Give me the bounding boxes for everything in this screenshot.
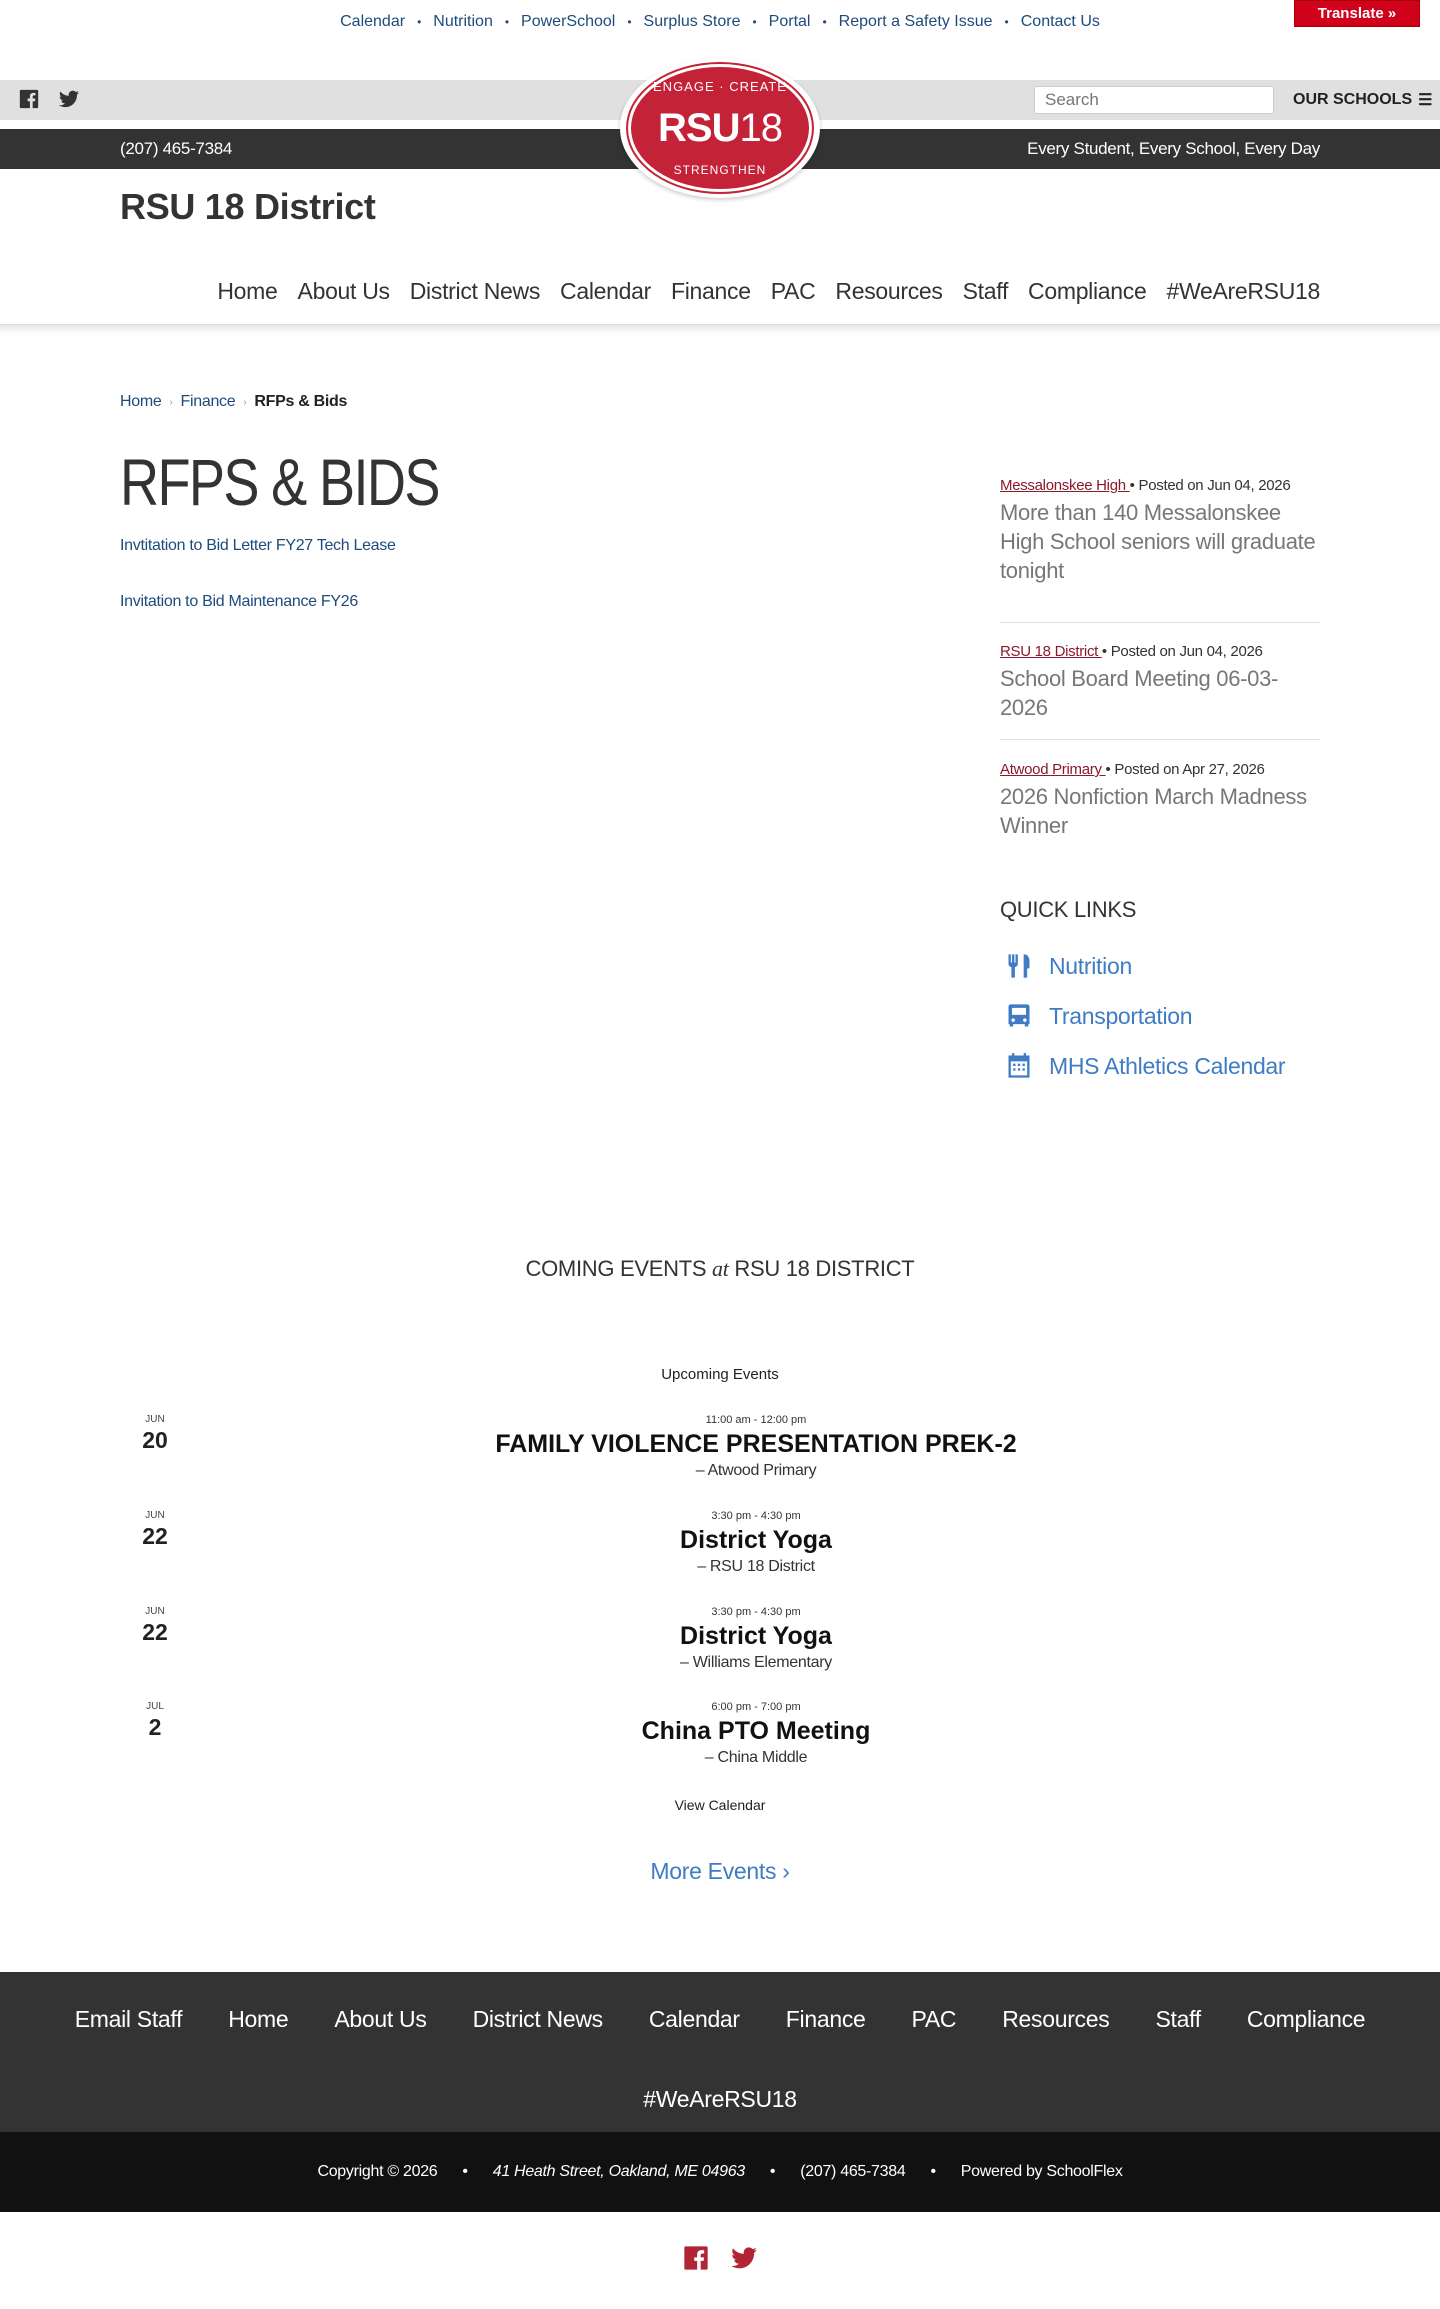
nav-calendar[interactable]: Calendar <box>560 278 651 304</box>
event-month: JUN <box>145 1414 165 1425</box>
tagline: Every Student, Every School, Every Day <box>1027 139 1320 158</box>
nav-district-news[interactable]: District News <box>409 278 541 304</box>
nav-home[interactable]: Home <box>217 278 278 304</box>
footer-nav-district-news[interactable]: District News <box>472 2006 603 2032</box>
footer-powered-by[interactable]: Powered by SchoolFlex <box>960 2163 1123 2180</box>
utility-link-surplus-store[interactable]: Surplus Store <box>643 13 741 30</box>
footer-nav-email-staff[interactable]: Email Staff <box>74 2006 183 2032</box>
utility-link-nutrition[interactable]: Nutrition <box>433 13 493 30</box>
news-posted-date: Posted on Apr 27, 2026 <box>1114 761 1265 778</box>
quick-link-label: Transportation <box>1049 1002 1193 1029</box>
utility-separator: • <box>1004 15 1009 29</box>
events-heading-at: at <box>712 1256 729 1281</box>
quick-link-label: Nutrition <box>1049 952 1132 979</box>
event-item <box>420 1510 1092 1576</box>
footer-nav-staff[interactable]: Staff <box>1155 2006 1201 2032</box>
quick-link-athletics-calendar[interactable] <box>1005 1052 1285 1080</box>
events-heading-pre: COMING EVENTS <box>525 1256 707 1281</box>
event-title[interactable]: FAMILY VIOLENCE PRESENTATION PREK-2 <box>495 1430 1017 1458</box>
event-day: 22 <box>142 1523 168 1549</box>
upcoming-events-label: Upcoming Events <box>661 1366 779 1383</box>
news-posted-date: Posted on Jun 04, 2026 <box>1138 477 1291 494</box>
utility-separator: • <box>627 15 632 29</box>
news-item <box>1000 475 1320 585</box>
utility-link-powerschool[interactable]: PowerSchool <box>521 13 616 30</box>
footer-nav-wearersu18[interactable]: #WeAreRSU18 <box>643 2086 797 2112</box>
view-calendar-label[interactable]: View Calendar <box>674 1797 766 1813</box>
footer-separator: • <box>769 2163 776 2180</box>
utility-link-portal[interactable]: Portal <box>768 13 811 30</box>
document-link[interactable]: Invtitation to Bid Letter FY27 Tech Lease <box>120 537 396 554</box>
footer-nav-resources[interactable]: Resources <box>1002 2006 1110 2032</box>
search-input[interactable] <box>1045 90 1266 110</box>
event-time: 3:30 pm - 4:30 pm <box>711 1510 801 1522</box>
event-time: 6:00 pm - 7:00 pm <box>711 1701 801 1713</box>
logo-wordmark <box>658 106 782 151</box>
event-day: 22 <box>142 1619 168 1645</box>
page-title: RFPS & BIDS <box>120 445 439 519</box>
news-headline[interactable]: School Board Meeting 06-03-2026 <box>1000 666 1279 720</box>
event-item <box>420 1606 1092 1672</box>
utility-link-safety[interactable]: Report a Safety Issue <box>838 13 993 30</box>
footer-nav-about-us[interactable]: About Us <box>334 2006 427 2032</box>
facebook-icon[interactable] <box>682 2244 710 2272</box>
view-calendar-link <box>0 1797 1440 1813</box>
event-item <box>420 1414 1092 1480</box>
breadcrumb-separator: › <box>243 396 247 408</box>
quick-link-transportation[interactable] <box>1005 1002 1192 1030</box>
footer-separator: • <box>930 2163 936 2180</box>
footer-nav-calendar[interactable]: Calendar <box>648 2006 740 2032</box>
footer-nav-home[interactable]: Home <box>228 2006 289 2032</box>
news-posted-date: Posted on Jun 04, 2026 <box>1110 643 1263 660</box>
logo-brand: RSU <box>658 105 740 150</box>
events-heading <box>0 1256 1440 1282</box>
footer-nav-compliance[interactable]: Compliance <box>1246 2006 1366 2032</box>
news-meta: Messalonskee High • Posted on Jun 04, 2026 <box>1000 477 1291 494</box>
utility-separator: • <box>504 15 510 29</box>
event-date <box>130 1606 180 1646</box>
quick-link-nutrition[interactable] <box>1005 952 1132 980</box>
footer-nav-finance[interactable]: Finance <box>785 2006 866 2032</box>
utility-link-calendar[interactable]: Calendar <box>340 13 406 30</box>
translate-button[interactable]: Translate » <box>1294 0 1420 27</box>
event-location: – RSU 18 District <box>697 1558 815 1575</box>
event-day: 20 <box>142 1427 168 1453</box>
footer-nav-row <box>0 2006 1440 2033</box>
news-divider <box>1000 622 1320 623</box>
event-month: JUN <box>145 1606 165 1617</box>
hamburger-icon: ☰ <box>1418 92 1433 109</box>
events-heading-post: RSU 18 DISTRICT <box>734 1256 915 1281</box>
search-box <box>1034 86 1274 114</box>
event-item <box>420 1701 1092 1767</box>
nav-wearersu18[interactable]: #WeAreRSU18 <box>1166 278 1320 304</box>
event-day: 2 <box>148 1714 162 1740</box>
document-link[interactable]: Invitation to Bid Maintenance FY26 <box>120 593 358 610</box>
quick-link-label: MHS Athletics Calendar <box>1049 1052 1286 1079</box>
news-item <box>1000 641 1320 722</box>
event-location: – Williams Elementary <box>680 1654 832 1671</box>
nav-staff[interactable]: Staff <box>962 278 1009 304</box>
event-date <box>130 1414 180 1454</box>
footer-address: 41 Heath Street, Oakland, ME 04963 <box>492 2163 745 2180</box>
news-headline[interactable]: 2026 Nonfiction March Madness Winner <box>1000 784 1307 838</box>
logo-top-text: ENGAGE · CREATE <box>653 79 787 94</box>
utensils-icon <box>1005 952 1033 980</box>
footer-nav <box>0 1972 1440 2132</box>
event-title[interactable]: District Yoga <box>680 1526 832 1554</box>
event-month: JUN <box>145 1510 165 1521</box>
logo-seal <box>628 64 812 192</box>
breadcrumb-separator: › <box>169 396 173 408</box>
nav-resources[interactable]: Resources <box>835 278 943 304</box>
breadcrumb <box>120 393 347 411</box>
more-events-link <box>0 1858 1440 1885</box>
more-events-label[interactable]: More Events <box>650 1858 777 1884</box>
utility-separator: • <box>417 15 422 29</box>
nav-pac[interactable]: PAC <box>770 278 816 304</box>
event-time: 3:30 pm - 4:30 pm <box>711 1606 801 1618</box>
breadcrumb-current: RFPs & Bids <box>254 393 348 410</box>
event-title[interactable]: District Yoga <box>680 1622 832 1650</box>
news-meta: RSU 18 District • Posted on Jun 04, 2026 <box>1000 643 1263 660</box>
footer-separator: • <box>462 2163 468 2180</box>
breadcrumb-finance[interactable]: Finance <box>180 393 236 410</box>
footer-bottom <box>0 2132 1440 2212</box>
news-divider <box>1000 739 1320 740</box>
social-links-bottom <box>0 2244 1440 2272</box>
utility-separator: • <box>752 15 757 29</box>
event-title[interactable]: China PTO Meeting <box>641 1717 871 1745</box>
news-item <box>1000 759 1320 840</box>
breadcrumb-home[interactable]: Home <box>120 393 162 410</box>
event-date <box>130 1510 180 1550</box>
twitter-icon[interactable] <box>730 2244 758 2272</box>
news-source-link[interactable]: Atwood Primary <box>1000 761 1106 778</box>
nav-compliance[interactable]: Compliance <box>1028 278 1147 304</box>
footer-nav-pac[interactable]: PAC <box>911 2006 957 2032</box>
our-schools-label: OUR SCHOOLS <box>1293 91 1413 108</box>
twitter-icon[interactable] <box>58 88 80 110</box>
main-nav <box>217 278 1320 305</box>
our-schools-menu[interactable] <box>1293 90 1432 110</box>
event-month: JUL <box>146 1701 164 1712</box>
footer-copyright: Copyright © 2026 <box>317 2163 438 2180</box>
quick-links-title: QUICK LINKS <box>1000 897 1137 922</box>
calendar-icon <box>1005 1052 1033 1080</box>
event-location: – China Middle <box>704 1749 808 1766</box>
nav-finance[interactable]: Finance <box>670 278 751 304</box>
event-time: 11:00 am - 12:00 pm <box>705 1414 807 1426</box>
news-headline[interactable]: More than 140 Messalonskee High School seniors will graduate tonight <box>1000 500 1316 583</box>
utility-bar <box>0 0 1440 44</box>
utility-separator: • <box>822 15 827 29</box>
logo-bottom-text: STRENGTHEN <box>673 163 767 177</box>
social-links-top <box>18 88 80 110</box>
event-date <box>130 1701 180 1741</box>
nav-about-us[interactable]: About Us <box>297 278 390 304</box>
chevron-right-icon: › <box>782 1858 790 1884</box>
footer-phone: (207) 465-7384 <box>800 2163 906 2180</box>
news-source-link[interactable]: Messalonskee High <box>1000 477 1130 494</box>
rsu18-logo[interactable] <box>620 58 820 198</box>
news-source-link[interactable]: RSU 18 District <box>1000 643 1102 660</box>
bus-icon <box>1005 1002 1033 1030</box>
facebook-icon[interactable] <box>18 88 40 110</box>
utility-link-contact[interactable]: Contact Us <box>1020 13 1100 30</box>
event-location: – Atwood Primary <box>695 1462 817 1479</box>
news-meta: Atwood Primary • Posted on Apr 27, 2026 <box>1000 761 1265 778</box>
phone-number: (207) 465-7384 <box>120 139 233 158</box>
site-title[interactable]: RSU 18 District <box>120 186 376 227</box>
footer-nav-row <box>0 2086 1440 2113</box>
header-divider <box>0 324 1440 334</box>
logo-number: 18 <box>739 105 782 150</box>
